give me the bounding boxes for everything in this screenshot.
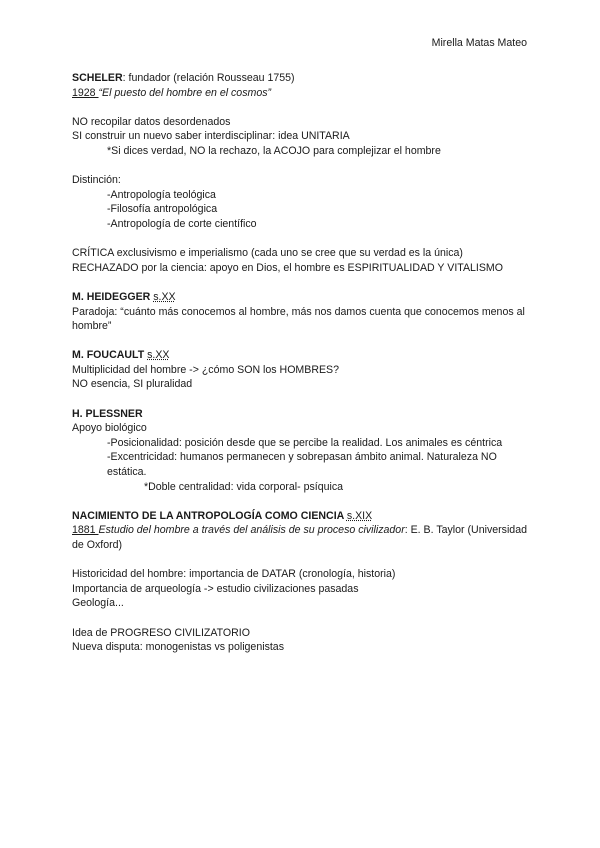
- nacimiento-heading: [72, 509, 530, 524]
- heidegger-century: s.XX: [153, 290, 176, 303]
- heidegger-heading: [72, 290, 530, 305]
- plessner-line1: Apoyo biológico: [72, 422, 147, 435]
- foucault-heading: [72, 348, 530, 363]
- scheler-line3: *Si dices verdad, NO la rechazo, la ACOJO para complejizar el hombre: [107, 144, 441, 157]
- foucault-line1: Multiplicidad del hombre -> ¿cómo SON los HOMBRES?: [72, 363, 339, 376]
- distincion-item: -Antropología de corte científico: [107, 217, 257, 230]
- distincion-label: Distinción:: [72, 174, 121, 187]
- nacimiento-prog1: Idea de PROGRESO CIVILIZATORIO: [72, 626, 250, 639]
- heidegger-name: M. HEIDEGGER: [72, 290, 154, 303]
- nacimiento-hist2: Importancia de arqueología -> estudio civilizaciones pasadas: [72, 582, 359, 595]
- nacimiento-book-line: [72, 523, 530, 552]
- nacimiento-hist3: Geología...: [72, 597, 124, 610]
- nacimiento-title: NACIMIENTO DE LA ANTROPOLOGÍA COMO CIENCIA: [72, 509, 347, 522]
- scheler-critica: CRÍTICA exclusivismo e imperialismo (cada uno se cree que su verdad es la única): [72, 247, 463, 260]
- scheler-line1: NO recopilar datos desordenados: [72, 115, 231, 128]
- plessner-excentricidad: -Excentricidad: humanos permanecen y sobrepasan ámbito animal. Naturaleza NO estática.: [107, 451, 497, 479]
- heidegger-text: Paradoja: “cuánto más conocemos al hombre, más nos damos cuenta que conocemos menos al hombre”: [72, 305, 525, 333]
- foucault-century: s.XX: [147, 349, 170, 362]
- document-body: [72, 71, 530, 655]
- scheler-desc: : fundador (relación Rousseau 1755): [122, 72, 295, 84]
- scheler-book-line: [72, 86, 530, 101]
- plessner-heading: [72, 407, 530, 422]
- distincion-item: -Filosofía antropológica: [107, 203, 218, 216]
- nacimiento-hist1: Historicidad del hombre: importancia de DATAR (cronología, historia): [72, 568, 396, 581]
- nacimiento-century: s.XIX: [346, 509, 373, 522]
- plessner-name: H. PLESSNER: [72, 407, 143, 420]
- scheler-rechazado: RECHAZADO por la ciencia: apoyo en Dios, el hombre es ESPIRITUALIDAD Y VITALISMO: [72, 261, 503, 274]
- scheler-line2: SI construir un nuevo saber interdisciplinar: idea UNITARIA: [72, 130, 350, 143]
- scheler-book: “El puesto del hombre en el cosmos”: [98, 86, 272, 99]
- plessner-posicionalidad: -Posicionalidad: posición desde que se percibe la realidad. Los animales es céntrica: [107, 436, 503, 449]
- nacimiento-year: 1881: [72, 524, 99, 537]
- scheler-name: SCHELER: [72, 72, 123, 84]
- distincion-item: -Antropología teológica: [107, 188, 216, 201]
- foucault-name: M. FOUCAULT: [72, 349, 148, 362]
- plessner-doble: *Doble centralidad: vida corporal- psíquica: [144, 480, 344, 493]
- nacimiento-book: Estudio del hombre a través del análisis de su proceso civilizador: [98, 524, 405, 537]
- author-name: Mirella Matas Mateo: [431, 37, 527, 49]
- scheler-heading: [72, 71, 530, 86]
- foucault-line2: NO esencia, SI pluralidad: [72, 378, 193, 391]
- scheler-year: 1928: [72, 86, 99, 99]
- nacimiento-author: : E. B. Taylor (Universidad de Oxford): [72, 524, 527, 551]
- nacimiento-prog2: Nueva disputa: monogenistas vs poligenistas: [72, 641, 284, 654]
